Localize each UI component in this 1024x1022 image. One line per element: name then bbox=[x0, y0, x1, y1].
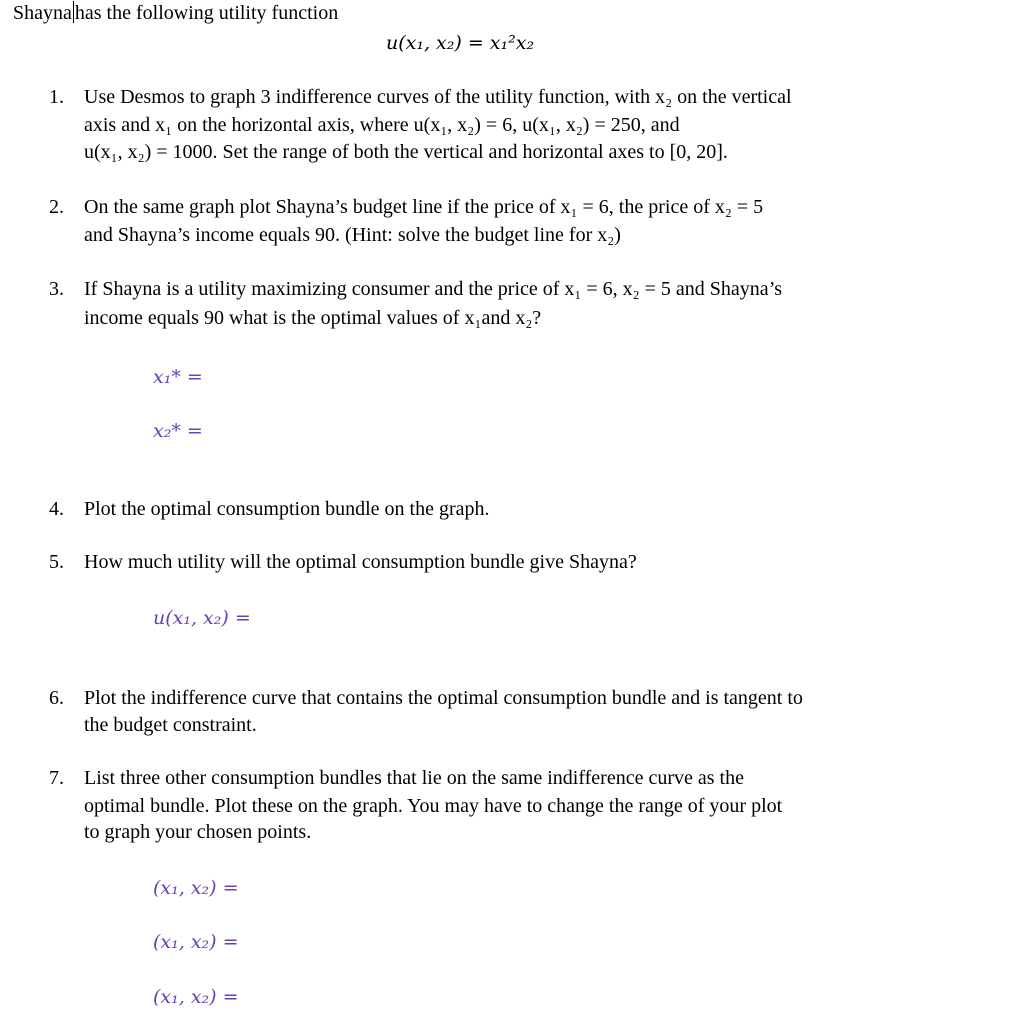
answer-bundle-2: (x₁, x₂) = bbox=[153, 931, 239, 953]
question-number: 5. bbox=[49, 551, 64, 573]
question-line: income equals 90 what is the optimal values of x₁and x₂? bbox=[84, 307, 542, 329]
question-line: Plot the indifference curve that contains the optimal consumption bundle and is tangent to bbox=[84, 687, 803, 709]
question-line: the budget constraint. bbox=[84, 714, 257, 736]
question-line: Plot the optimal consumption bundle on the graph. bbox=[84, 498, 490, 520]
question-number: 3. bbox=[49, 278, 64, 300]
question-number: 2. bbox=[49, 196, 64, 218]
question-number: 7. bbox=[49, 767, 64, 789]
student-name: Shayna bbox=[13, 2, 72, 24]
answer-utility: u(x₁, x₂) = bbox=[153, 607, 251, 629]
answer-x2-star: x₂* = bbox=[153, 420, 203, 442]
question-line: Use Desmos to graph 3 indifference curves of the utility function, with x₂ on the vertical bbox=[84, 86, 792, 108]
question-line: If Shayna is a utility maximizing consumer and the price of x₁ = 6, x₂ = 5 and Shayna’s bbox=[84, 278, 783, 300]
intro-text: has the following utility function bbox=[74, 2, 339, 24]
question-line: to graph your chosen points. bbox=[84, 821, 312, 843]
utility-function-equation: u(x₁, x₂) = x₁²x₂ bbox=[386, 32, 535, 54]
question-line: u(x₁, x₂) = 1000. Set the range of both the vertical and horizontal axes to [0, 20]. bbox=[84, 141, 728, 163]
question-line: How much utility will the optimal consumption bundle give Shayna? bbox=[84, 551, 637, 573]
question-line: On the same graph plot Shayna’s budget line if the price of x₁ = 6, the price of x₂ = 5 bbox=[84, 196, 764, 218]
answer-bundle-3: (x₁, x₂) = bbox=[153, 986, 239, 1008]
question-line: axis and x₁ on the horizontal axis, where u(x₁, x₂) = 6, u(x₁, x₂) = 250, and bbox=[84, 114, 680, 136]
question-number: 6. bbox=[49, 687, 64, 709]
intro-line bbox=[13, 0, 338, 27]
text-cursor bbox=[73, 1, 74, 23]
answer-bundle-1: (x₁, x₂) = bbox=[153, 877, 239, 899]
answer-x1-star: x₁* = bbox=[153, 366, 203, 388]
question-number: 4. bbox=[49, 498, 64, 520]
question-line: optimal bundle. Plot these on the graph. You may have to change the range of your plot bbox=[84, 795, 783, 817]
question-line: List three other consumption bundles that lie on the same indifference curve as the bbox=[84, 767, 744, 789]
question-number: 1. bbox=[49, 86, 64, 108]
question-line: and Shayna’s income equals 90. (Hint: solve the budget line for x₂) bbox=[84, 224, 621, 246]
